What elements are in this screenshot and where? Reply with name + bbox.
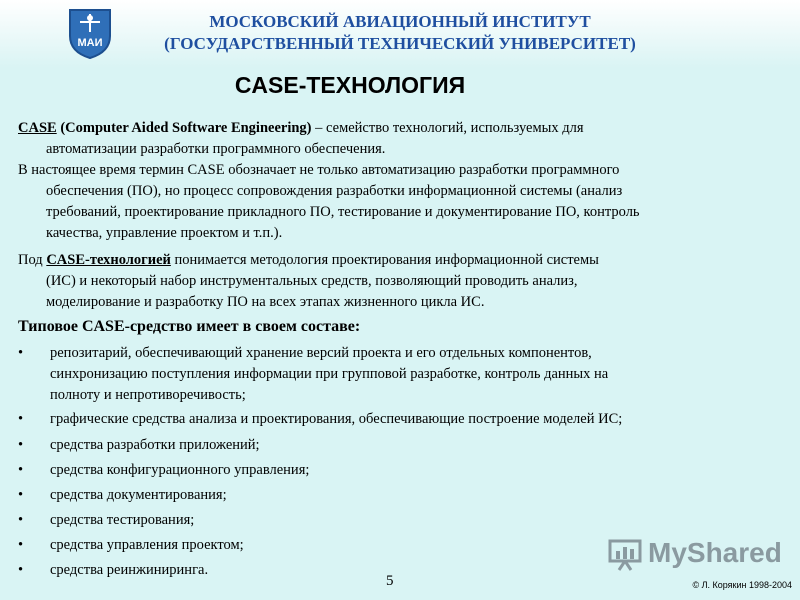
bullet-icon: • [18,512,24,528]
bullet-line: средства тестирования; [50,512,195,528]
bullet-line: синхронизацию поступления информации при групповой разработке, контроль данных на [50,366,609,382]
bullet-line: полноту и непротиворечивость; [50,387,246,403]
bullet-icon: • [18,437,24,453]
bullet-line: средства разработки приложений; [50,437,260,453]
institute-subtitle: (ГОСУДАРСТВЕННЫЙ ТЕХНИЧЕСКИЙ УНИВЕРСИТЕТ) [164,34,636,53]
components-heading: Типовое CASE-средство имеет в своем составе: [18,318,361,335]
bullet-line: средства управления проектом; [50,537,244,553]
paragraph-case-technology [18,250,778,313]
slide-header [0,0,800,68]
bullet-icon: • [18,345,24,361]
para3-line2: (ИС) и некоторый набор инструментальных средств, позволяющий проводить анализ, [46,273,578,289]
para3-prefix: Под [18,252,47,268]
bullet-line: средства конфигурационного управления; [50,462,310,478]
list-item [18,485,778,506]
bullet-line: репозитарий, обеспечивающий хранение версий проекта и его отдельных компонентов, [50,345,592,361]
para1-line2: автоматизации разработки программного обеспечения. [46,141,386,157]
para3-line3: моделирование и разработку ПО на всех этапах жизненного цикла ИС. [46,294,485,310]
list-item [18,435,778,456]
copyright-notice: © Л. Корякин 1998-2004 [692,580,792,590]
para2-line3: требований, проектирование прикладного ПО, тестирование и документирование ПО, контроль [46,204,640,220]
bullet-icon: • [18,462,24,478]
presentation-icon [608,537,642,571]
para1-line1-rest: – семейство технологий, используемых для [311,120,584,136]
list-item [18,510,778,531]
term-case-technology: CASE-технологией [46,252,171,268]
bullet-icon: • [18,411,24,427]
watermark-text: MyShared [648,537,782,568]
para3-line1-rest: понимается методология проектирования информационной системы [170,252,599,268]
bullet-line: средства документирования; [50,487,227,503]
bullet-line: средства реинжиниринга. [50,562,209,578]
slide-title: CASE-ТЕХНОЛОГИЯ [234,72,466,98]
para2-line2: обеспечения (ПО), но процесс сопровождения разработки информационной системы (анализ [46,183,623,199]
bullet-line: графические средства анализа и проектирования, обеспечивающие построение моделей ИС; [50,411,623,427]
term-expansion: (Computer Aided Software Engineering) [56,120,312,136]
list-item [18,343,778,406]
paragraph-case-term [18,160,778,244]
list-item [18,460,778,481]
para2-line4: качества, управление проектом и т.п.). [46,225,283,241]
bullet-icon: • [18,487,24,503]
logo-text: МАИ [77,37,103,49]
watermark [608,535,788,575]
term-case: CASE [18,120,57,136]
para2-line1: В настоящее время термин CASE обозначает не только автоматизацию разработки программного [18,162,620,178]
institute-name: МОСКОВСКИЙ АВИАЦИОННЫЙ ИНСТИТУТ [209,12,591,31]
paragraph-case-definition [18,118,778,160]
bullet-icon: • [18,562,24,578]
bullet-icon: • [18,537,24,553]
page-number: 5 [386,573,394,589]
list-item [18,409,778,430]
